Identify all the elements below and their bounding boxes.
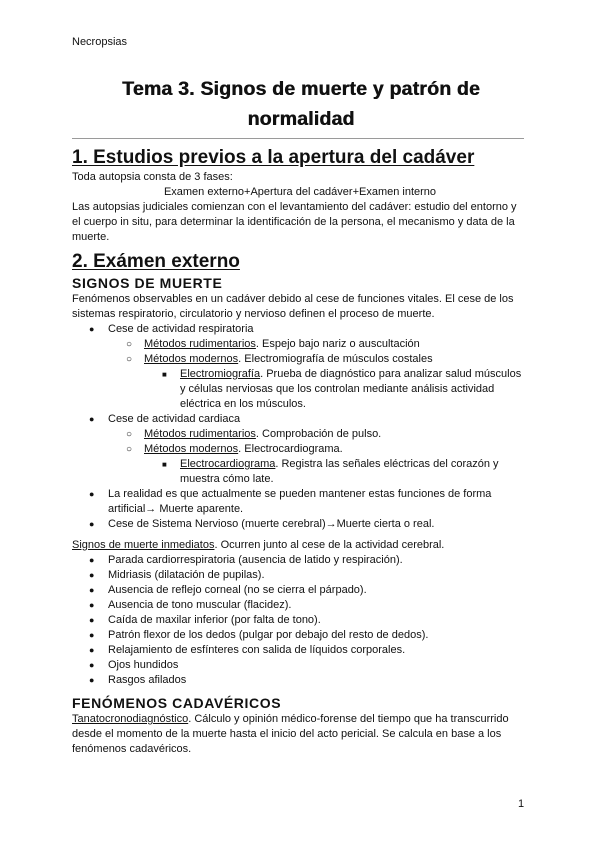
section-2-heading: 2. Exámen externo [72,251,240,272]
bullet-disc-icon: ● [89,324,95,334]
list-item: ● Relajamiento de esfínteres con salida de líquidos corporales. [89,644,406,656]
list-item: ○ Métodos modernos. Electromiografía de músculos costales [126,353,433,365]
bullet-disc-icon: ● [89,645,95,655]
list-item: ○ Métodos rudimentarios. Espejo bajo nariz o auscultación [126,338,420,350]
list-item: ● Rasgos afilados [89,674,187,686]
bullet-disc-icon: ● [89,660,95,670]
bullet-disc-icon: ● [89,630,95,640]
bullet-disc-icon: ● [89,555,95,565]
document-body [72,145,528,757]
section-1-paragraph-3: Las autopsias judiciales comienzan con el levantamiento del cadáver: estudio del entorno y el cuerpo in situ, para determinar la identificación de la persona, el mecanismo y data de la muerte. [72,201,517,243]
list-item: ● Cese de Sistema Nervioso (muerte cerebral)→Muerte cierta o real. [89,518,435,530]
section-1-heading: 1. Estudios previos a la apertura del cadáver [72,147,475,168]
list-item: ● Cese de actividad cardiaca [89,413,241,425]
bullet-disc-icon: ● [89,675,95,685]
list-item: ● Caída de maxilar inferior (por falta de tono). [89,614,321,626]
list-item: ■ Electromiografía. Prueba de diagnóstico para analizar salud músculos y células nerviosas que los controlan mediante análisis actividad eléctrica en los músculos. [162,368,522,410]
bullet-disc-icon: ● [89,570,95,580]
list-item: ● Cese de actividad respiratoria [89,323,254,335]
document-title [72,74,530,134]
tanatocronodiagnostico-paragraph: Tanatocronodiagnóstico. Cálculo y opinión médico-forense del tiempo que ha transcurrido desde el momento de la muerte hasta el inicio del acto pericial. Se calcula en base a los fenómenos cadavéricos. [72,713,509,755]
list-item: ● Patrón flexor de los dedos (pulgar por debajo del resto de dedos). [89,629,429,641]
signos-intro: Fenómenos observables en un cadáver debido al cese de funciones vitales. El cese de los sistemas respiratorio, circulatorio y nervioso definen el proceso de muerte. [72,293,514,320]
list-item: ● La realidad es que actualmente se pueden mantener estas funciones de forma artificial→ Muerte aparente. [89,488,492,515]
section-1-paragraph-1: Toda autopsia consta de 3 fases: [72,171,233,183]
list-item: ● Ausencia de reflejo corneal (no se cierra el párpado). [89,584,367,596]
list-item: ● Parada cardiorrespiratoria (ausencia de latido y respiración). [89,554,403,566]
bullet-square-icon: ■ [162,370,167,379]
bullet-disc-icon: ● [89,414,95,424]
title-line-1: Tema 3. Signos de muerte y patrón de [122,78,480,100]
fenomenos-cadavericos-heading: FENÓMENOS CADAVÉRICOS [72,695,282,711]
bullet-disc-icon: ● [89,615,95,625]
bullet-circle-icon: ○ [126,339,133,350]
title-divider [72,138,524,139]
immediate-signs-list [72,553,528,688]
page-number: 1 [518,798,525,810]
list-item: ● Midriasis (dilatación de pupilas). [89,569,265,581]
signos-de-muerte-heading: SIGNOS DE MUERTE [72,275,223,291]
bullet-circle-icon: ○ [126,429,133,440]
list-item: ○ Métodos modernos. Electrocardiograma. [126,443,343,455]
title-line-2: normalidad [247,108,355,130]
bullet-circle-icon: ○ [126,354,133,365]
list-item: ■ Electrocardiograma. Registra las señales eléctricas del corazón y muestra cómo late. [162,458,499,485]
page-header: Necropsias [72,36,128,48]
section-1-phases: Examen externo+Apertura del cadáver+Examen interno [163,186,437,198]
bullet-disc-icon: ● [89,519,95,529]
list-item: ● Ojos hundidos [89,659,179,671]
immediate-signs-intro: Signos de muerte inmediatos. Ocurren junto al cese de la actividad cerebral. [72,539,445,551]
signs-list [72,322,528,532]
bullet-disc-icon: ● [89,600,95,610]
bullet-circle-icon: ○ [126,444,133,455]
list-item: ● Ausencia de tono muscular (flacidez). [89,599,292,611]
bullet-disc-icon: ● [89,489,95,499]
bullet-disc-icon: ● [89,585,95,595]
bullet-square-icon: ■ [162,460,167,469]
list-item: ○ Métodos rudimentarios. Comprobación de pulso. [126,428,382,440]
